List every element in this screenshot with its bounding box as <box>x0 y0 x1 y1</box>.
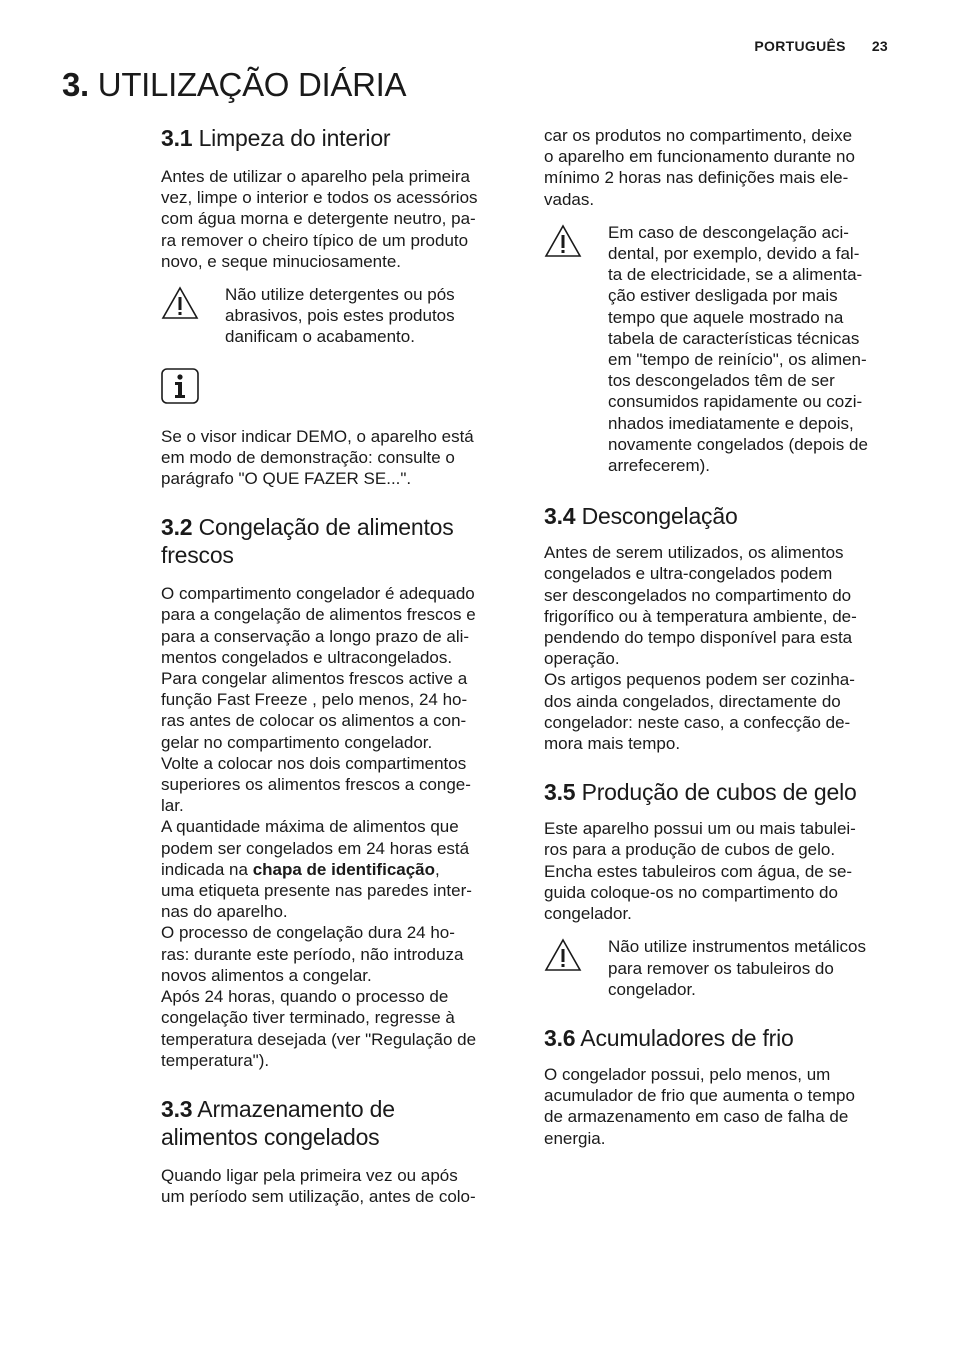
rating-plate-term: chapa de identificação <box>252 859 436 879</box>
header-language: PORTUGUÊS <box>754 38 846 54</box>
info-text-demo: Se o visor indicar DEMO, o aparelho está em modo de demonstração: consulte o parágrafo "O QUE FAZER SE...". <box>161 426 474 489</box>
section-heading-3-2: 3.2 Congelação de alimentos frescos <box>161 514 454 569</box>
warning-text-cleaning: Não utilize detergentes ou pós abrasivos, pois estes produtos danificam o acabamento. <box>225 285 455 347</box>
chapter-number: 3. <box>62 66 89 103</box>
page-header <box>754 38 888 54</box>
info-icon <box>161 368 199 404</box>
section-heading-3-5: 3.5 Produção de cubos de gelo <box>544 779 857 806</box>
section-heading-3-6: 3.6 Acumuladores de frio <box>544 1024 794 1051</box>
section-3-5-text: Este aparelho possui um ou mais tabulei- ros para a produção de cubos de gelo. Encha estes tabuleiros com água, de se- guida coloque-os no compartimento do congelador. <box>544 819 856 924</box>
section-heading-3-4: 3.4 Descongelação <box>544 503 738 530</box>
page-number: 23 <box>871 38 888 54</box>
section-3-6-text: O congelador possui, pelo menos, um acumulador de frio que aumenta o tempo de armazenamento em caso de falha de energia. <box>544 1064 855 1148</box>
section-3-2-text: O compartimento congelador é adequado para a congelação de alimentos frescos e para a conservação a longo prazo de ali- mentos congelados e ultracongelados. Para congelar alimentos frescos active a função Fast Freeze , pelo menos, 24 ho- ras antes de colocar os alimentos a con- gelar no compartimento congelador. Volte a colocar nos dois compartimentos superiores os alimentos frescos a conge- lar. A quantidade máxima de alimentos que podem ser congelados em 24 horas está indicada na chapa de identificação, uma etiqueta presente nas paredes inter- nas do aparelho. O processo de congelação dura 24 ho- ras: durante este período, não introduza novos alimentos a congelar. Após 24 horas, quando o processo de congelação tiver terminado, regresse à temperatura desejada (ver "Regulação de temperatura"). <box>161 584 477 1070</box>
warning-icon <box>544 938 582 972</box>
warning-text-defrost: Em caso de descongelação aci- dental, por exemplo, devido a fal- ta de electricidade, se a alimenta- ção estiver desligada por mais tempo que aquele mostrado na tabela de características técnicas em "tempo de reinício", os alimen- tos descongelados têm de ser consumidos rapidamente ou cozi- nhados imediatamente e depois, novamente congelados (depois de arrefecerem). <box>608 222 868 476</box>
section-3-3-text: Quando ligar pela primeira vez ou após um período sem utilização, antes de colo- <box>161 1165 476 1207</box>
warning-icon <box>161 286 199 320</box>
warning-note-defrost <box>544 222 896 476</box>
section-3-1-text: Antes de utilizar o aparelho pela primeira vez, limpe o interior e todos os acessórios com água morna e detergente neutro, pa- ra remover o cheiro típico de um produto novo, e seque minuciosamente. <box>161 167 478 271</box>
section-3-4-text: Antes de serem utilizados, os alimentos congelados e ultra-congelados podem ser descongelados no compartimento do frigorífico ou à temperatura ambiente, de- pendendo do tempo disponível para esta operação. Os artigos pequenos podem ser cozinha- dos ainda congelados, directamente do congelador: neste caso, a confecção de- mora mais tempo. <box>544 543 857 754</box>
warning-text-ice-trays: Não utilize instrumentos metálicos para remover os tabuleiros do congelador. <box>608 937 866 999</box>
chapter-title <box>62 66 406 104</box>
right-column <box>544 125 896 1149</box>
chapter-title-text: UTILIZAÇÃO DIÁRIA <box>97 66 407 103</box>
warning-note-cleaning <box>161 284 513 348</box>
left-column <box>161 124 513 1207</box>
section-3-3-text-continued: car os produtos no compartimento, deixe o aparelho em funcionamento durante no mínimo 2 horas nas definições mais ele- vadas. <box>544 126 855 209</box>
section-heading-3-1: 3.1 Limpeza do interior <box>161 125 391 151</box>
section-heading-3-3: 3.3 Armazenamento de alimentos congelados <box>161 1095 395 1150</box>
warning-icon <box>544 224 582 258</box>
warning-note-ice-trays <box>544 936 896 1000</box>
